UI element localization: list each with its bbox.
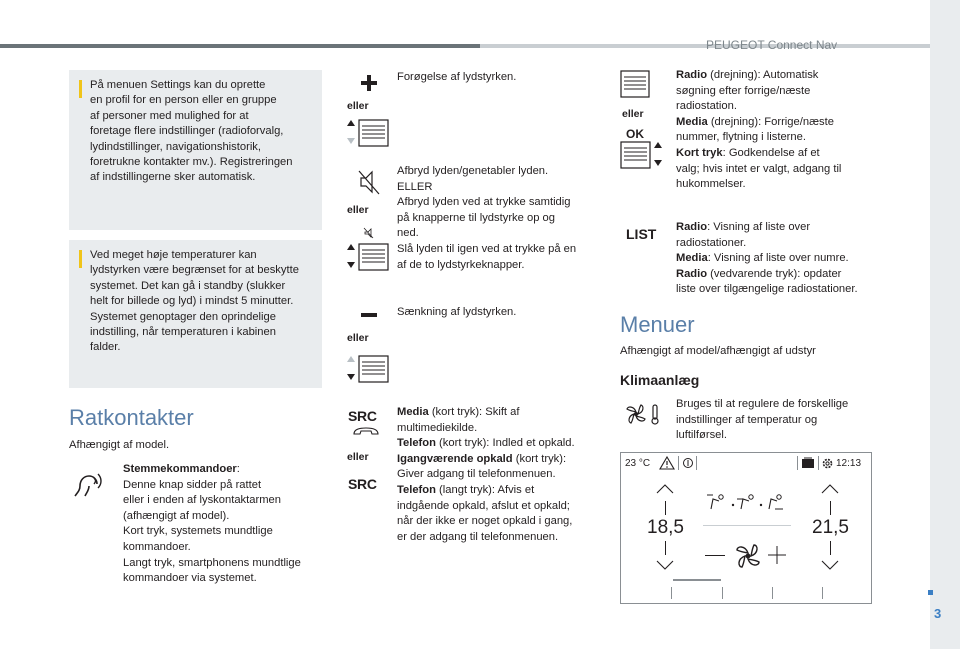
list-line: liste over tilgængelige radiostationer. <box>676 283 858 296</box>
ok-wheel-icon <box>620 140 666 170</box>
radio-line: søgning efter forrige/næste <box>676 84 811 97</box>
mute-line: på knapperne til lydstyrke op og <box>397 211 555 224</box>
outside-temperature: 23 °C <box>625 458 651 469</box>
info-line: en profil for en person eller en gruppe <box>90 94 277 107</box>
src-line: Media (kort tryk): Skift af <box>397 406 520 418</box>
header-rule-dark <box>0 44 480 48</box>
section-subtitle-ratkontakter: Afhængigt af model. <box>69 439 170 451</box>
info-line: foretrukne kontakter mv.). Registreringen <box>90 156 293 169</box>
mute-both-wheels-icon <box>345 222 391 272</box>
voice-line: Kort tryk, systemets mundtlige <box>123 525 273 538</box>
src-label: SRC <box>348 408 377 424</box>
divider <box>818 456 819 470</box>
mute-line: ned. <box>397 227 419 240</box>
divider <box>797 456 798 470</box>
info-line: falder. <box>90 341 121 354</box>
warning-icon[interactable] <box>659 456 675 470</box>
right-temp-bar-bottom <box>830 541 831 555</box>
voice-line: (afhængigt af model). <box>123 509 230 522</box>
right-temperature: 21,5 <box>812 517 849 538</box>
eller-label: eller <box>347 332 369 344</box>
info-line: lydindstillinger, navigationshistorik, <box>90 140 262 153</box>
airflow-divider <box>703 525 791 526</box>
radio-line: nummer, flytning i listerne. <box>676 131 806 144</box>
radio-line: radiostation. <box>676 100 737 113</box>
radio-line: Radio (drejning): Automatisk <box>676 69 819 81</box>
minus-icon <box>360 312 378 318</box>
phone-icon <box>352 426 380 436</box>
info-bar <box>79 80 82 98</box>
src-line: Telefon (kort tryk): Indled et opkald. <box>397 437 575 450</box>
src-line: Giver adgang til telefonmenuen. <box>397 468 556 481</box>
volume-down-text: Sænkning af lydstyrken. <box>397 306 517 318</box>
eller-label: eller <box>347 100 369 112</box>
page-number: 3 <box>934 606 942 621</box>
radio-line: valg; hvis intet er valgt, adgang til <box>676 162 842 175</box>
volume-up-text: Forøgelse af lydstyrken. <box>397 71 517 83</box>
section-title-ratkontakter: Ratkontakter <box>69 405 194 430</box>
info-line: lydstyrken være begrænset for at beskytte <box>90 264 299 277</box>
src-label-2: SRC <box>348 476 377 492</box>
src-text <box>397 405 602 545</box>
list-line: Media: Visning af liste over numre. <box>676 252 849 265</box>
voice-line: Langt tryk, smartphonens mundtlige <box>123 556 301 569</box>
header-title: PEUGEOT Connect Nav <box>706 38 838 52</box>
bottom-tab-indicator <box>673 579 721 581</box>
eller-label: eller <box>622 108 644 120</box>
info-line: af indstillingerne sker automatisk. <box>90 171 256 184</box>
right-temp-up-icon[interactable] <box>820 483 840 495</box>
section-title-menuer: Menuer <box>620 312 695 337</box>
airflow-mode-icons[interactable] <box>705 491 789 515</box>
info-box-settings <box>69 70 322 230</box>
right-temp-down-icon[interactable] <box>820 559 840 571</box>
info-line: Ved meget høje temperaturer kan <box>90 249 257 261</box>
fan-icon <box>733 541 763 571</box>
volume-down-wheel-icon <box>345 354 391 384</box>
divider <box>678 456 679 470</box>
left-temp-down-icon[interactable] <box>655 559 675 571</box>
fan-speed-increase-button[interactable] <box>767 545 787 565</box>
info-text-temperature <box>90 248 322 356</box>
info-text-settings <box>90 78 320 186</box>
info-line: indstilling, når temperaturen i kabinen <box>90 326 276 339</box>
mute-line: af de to lydstyrkeknapper. <box>397 258 525 271</box>
radio-line: Kort tryk: Godkendelse af et <box>676 146 820 159</box>
climate-screen <box>620 452 872 604</box>
voice-command-icon <box>72 470 106 498</box>
info-box-temperature <box>69 240 322 388</box>
divider <box>696 456 697 470</box>
mute-text <box>397 164 602 273</box>
ok-label: OK <box>626 127 644 141</box>
plus-icon <box>360 74 378 92</box>
rotary-wheel-icon <box>620 70 650 98</box>
voice-command-heading: Stemmekommandoer: <box>123 463 240 475</box>
mute-line: ELLER <box>397 180 433 193</box>
info-line: systemet. Det kan gå i standby (slukker <box>90 279 286 292</box>
src-line: Telefon (langt tryk): Afvis et <box>397 483 535 496</box>
media-icon[interactable] <box>801 457 815 469</box>
mute-line: Afbryd lyden/genetabler lyden. <box>397 165 549 177</box>
info-line: foretage flere indstillinger (radioforvalg, <box>90 125 284 138</box>
voice-command-text <box>123 462 323 587</box>
info-bar <box>79 250 82 268</box>
list-text <box>676 220 886 298</box>
voice-line: eller i enden af lyskontaktarmen <box>123 494 281 507</box>
bottom-tab-divider <box>772 587 773 599</box>
info-line: Systemet genoptager den oprindelige <box>90 310 276 323</box>
clock: 12:13 <box>836 458 862 469</box>
src-line: når der ikke er noget opkald i gang, <box>397 515 573 528</box>
info-line: af personer med mulighed for at <box>90 109 249 122</box>
section-subtitle-menuer: Afhængigt af model/afhængigt af udstyr <box>620 345 816 357</box>
climate-line: luftilførsel. <box>676 429 727 442</box>
climate-line: Bruges til at regulere de forskellige <box>676 398 849 410</box>
right-temp-bar-top <box>830 501 831 515</box>
climate-line: indstillinger af temperatur og <box>676 413 818 426</box>
bottom-tab-divider <box>671 587 672 599</box>
voice-line: Denne knap sidder på rattet <box>123 478 262 491</box>
subsection-title-klimaanlaeg: Klimaanlæg <box>620 372 700 388</box>
mute-line: Afbryd lyden ved at trykke samtidig <box>397 196 571 209</box>
radio-line: hukommelser. <box>676 178 746 191</box>
left-temp-bar-bottom <box>665 541 666 555</box>
list-line: radiostationer. <box>676 236 747 249</box>
fan-speed-decrease-button[interactable] <box>705 555 725 556</box>
eller-label: eller <box>347 451 369 463</box>
climate-fan-icon <box>624 402 660 426</box>
info-line: På menuen Settings kan du oprette <box>90 79 266 91</box>
info-line: helt for billede og lyd) i mindst 5 minutter. <box>90 295 294 308</box>
src-line: er der adgang til telefonmenuen. <box>397 530 559 543</box>
list-label: LIST <box>626 226 657 242</box>
src-line: Igangværende opkald (kort tryk): <box>397 452 567 465</box>
voice-line: kommandoer. <box>123 540 191 553</box>
left-temp-bar-top <box>665 501 666 515</box>
header-rule-light <box>480 44 930 48</box>
settings-gear-icon[interactable] <box>821 457 834 470</box>
voice-line: kommandoer via systemet. <box>123 572 257 585</box>
left-temp-up-icon[interactable] <box>655 483 675 495</box>
bottom-tab-divider <box>722 587 723 599</box>
location-icon[interactable] <box>682 457 694 469</box>
radio-text <box>676 68 876 193</box>
bottom-tab-divider <box>822 587 823 599</box>
eller-label: eller <box>347 204 369 216</box>
mute-line: Slå lyden til igen ved at trykke på en <box>397 242 577 255</box>
page-sidebar <box>930 0 960 649</box>
left-temperature: 18,5 <box>647 517 684 538</box>
list-line: Radio: Visning af liste over <box>676 221 811 233</box>
src-line: multimediekilde. <box>397 421 478 434</box>
page-marker <box>928 590 933 595</box>
list-line: Radio (vedvarende tryk): opdater <box>676 267 842 280</box>
radio-line: Media (drejning): Forrige/næste <box>676 115 834 128</box>
climate-text <box>676 397 876 444</box>
mute-icon <box>358 168 380 196</box>
src-line: indgående opkald, afslut et opkald; <box>397 499 570 512</box>
volume-up-wheel-icon <box>345 118 391 148</box>
